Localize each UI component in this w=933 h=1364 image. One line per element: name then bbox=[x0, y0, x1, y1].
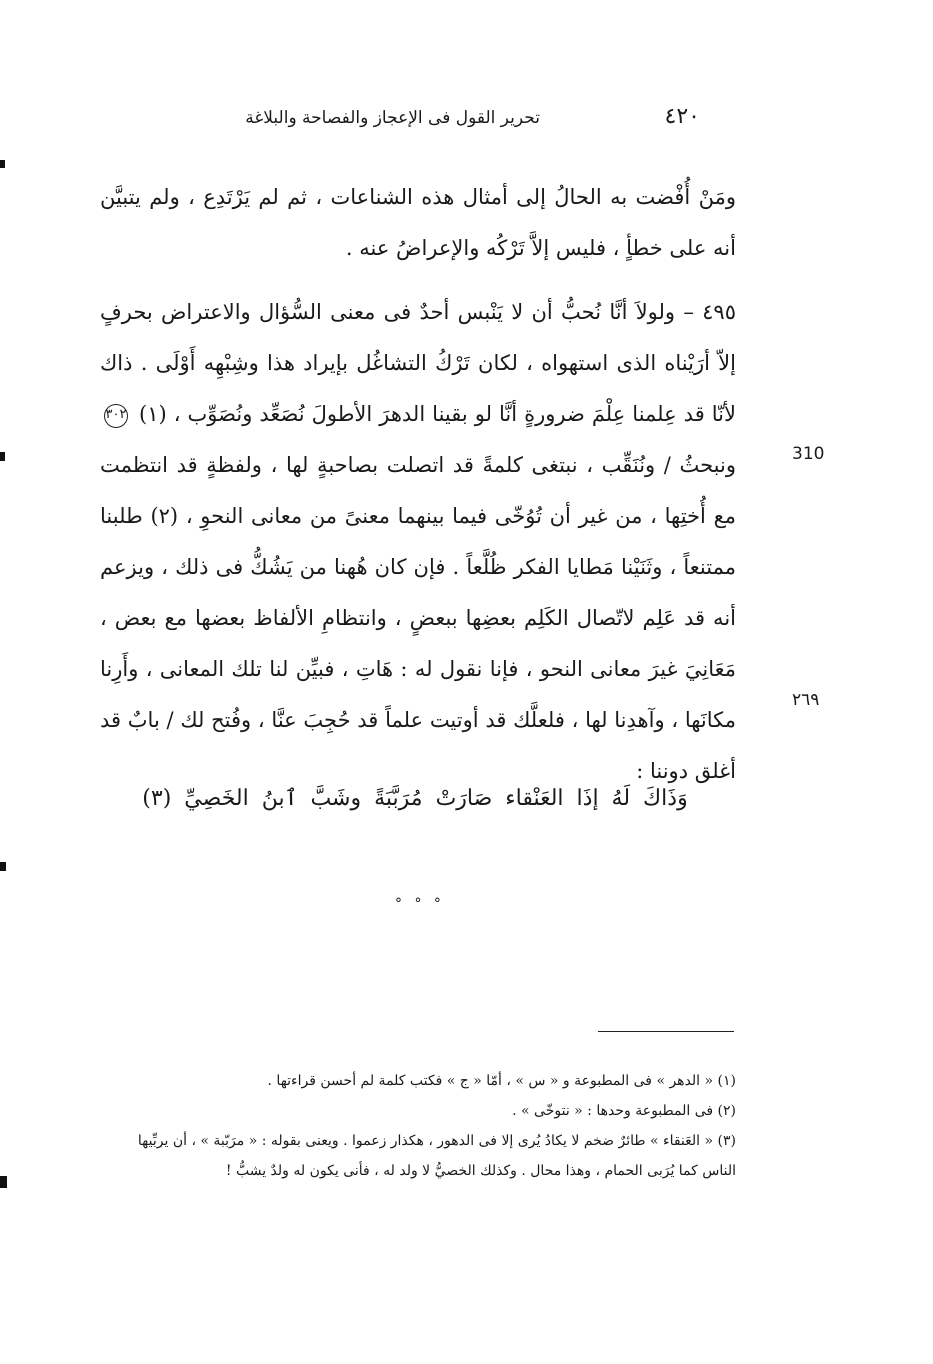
body-paragraph-1 bbox=[100, 172, 736, 274]
paragraph-text-part-a: ٤٩٥ – ولولاَ أنَّا نُحبُّ أن لا يَنْبس أحدٌ فى معنى السُّؤال والاعتراض بحرفٍ إلاّ أرَيْناه الذى استهواه ، لكان تَرْكُ التشاغُل بإيراد هذا وشِبْهِه أَوْلَى . ذاك لأنّا قد عِلمنا عِلْمَ ضرورةٍ أنَّا لو بقينا الدهرَ الأطولَ نُصَعِّد ونُصَوِّب ، (١) bbox=[100, 300, 736, 426]
margin-page-reference-2: ٢٦٩ bbox=[792, 690, 820, 710]
footnotes bbox=[100, 1066, 736, 1186]
inline-page-reference: ٣٠٢ bbox=[104, 404, 128, 428]
footnote-3: (٣) « العَنقاء » طائرٌ ضخم لا يكادُ يُرى إلا فى الدهور ، هكذار زعموا . ويعنى بقوله : « مرَبّبة » ، أن يربِّيها الناس كما يُرَبى الحمام ، وهذا محال . وكذلك الخصيُّ لا ولد له ، فأنى يكون له ولدٌ يشبُّ ! bbox=[137, 1133, 736, 1179]
page-number: ٤٢٠ bbox=[664, 104, 700, 129]
scan-edge-mark bbox=[0, 160, 5, 168]
poetry-verse: وَذَاكَ لَهُ إذَا العَنْقاء صَارَتْ مُرَبَّبَةً وشَبَّ ٱبنُ الخَصِيِّ (٣) bbox=[142, 786, 688, 811]
scan-edge-mark bbox=[0, 452, 5, 461]
page-header bbox=[245, 104, 700, 134]
scan-edge-mark bbox=[0, 1176, 7, 1188]
paragraph-text: ومَنْ أُفْضت به الحالُ إلى أمثال هذه الشناعات ، ثم لم يَرْتَدِع ، ولم يتبيَّن أنه على خطأٍ ، فليس إلاَّ تَرْكُه والإعراضُ عنه . bbox=[100, 185, 736, 260]
footnote-2: (٢) فى المطبوعة وحدها : « نتوخّى » . bbox=[512, 1103, 736, 1119]
paragraph-text-part-b: ونبحثُ / ونُنَقِّب ، نبتغى كلمةً قد اتصلت بصاحبةٍ لها ، ولفظةٍ قد انتظمت مع أُختِها ، من غير أن تُوُخّى فيما بينهما معنىً من معانى النحوِ ، (٢) طلبنا ممتنعاً ، وثَنَيْنا مَطايا الفكر ظُلَّعاً . فإن كان هُهنا من يَشُكُّ فى ذلك ، ويزعم أنه قد عَلِم لاتّصال الكَلِم بعضِها ببعضٍ ، وانتظامِ الألفاظ بعضها مع بعض ، مَعَانِيَ غيرَ معانى النحو ، فإنا نقول له : هَاتِ ، فبيِّن لنا تلك المعانى ، وأَرِنا مكانَها ، وآهدِنا لها ، فلعلَّك قد أوتيت علماً قد حُجِبَ عنَّا ، وفُتح لك / بابٌ قد أغلق دوننا : bbox=[100, 453, 736, 783]
body-paragraph-2 bbox=[100, 287, 736, 797]
scan-edge-mark bbox=[0, 862, 6, 871]
footnote-rule bbox=[598, 1031, 734, 1032]
footnote-1: (١) « الدهر » فى المطبوعة و « س » ، أمّا « ج » فكتب كلمة لم أحسن قراءتها . bbox=[267, 1073, 736, 1089]
section-separator: ° ° ° bbox=[395, 896, 445, 912]
margin-page-reference-1: 310 bbox=[792, 444, 825, 464]
running-title: تحرير القول فى الإعجاز والفصاحة والبلاغة bbox=[245, 108, 540, 128]
paragraph-text bbox=[100, 287, 736, 797]
